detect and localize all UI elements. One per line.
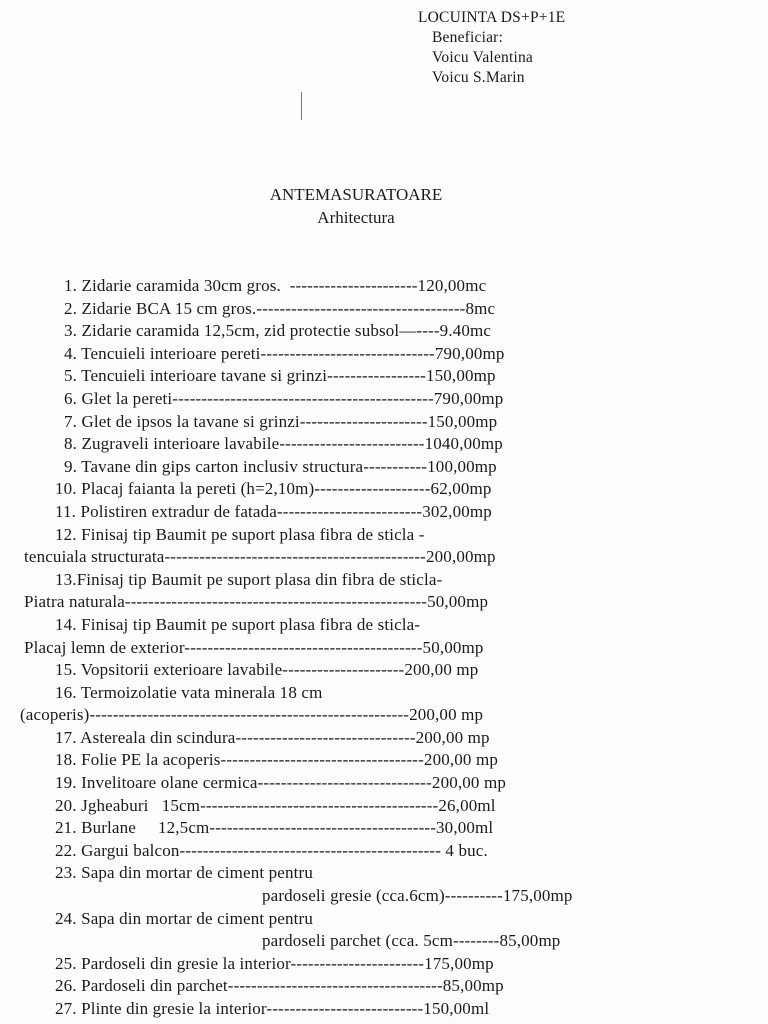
list-item: 23. Sapa din mortar de ciment pentru: [55, 863, 313, 883]
list-item: 1. Zidarie caramida 30cm gros. ----------------------120,00mc: [64, 276, 487, 295]
list-item: 18. Folie PE la acoperis-----------------------------------200,00 mp: [55, 750, 499, 770]
document-subtitle: Arhitectura: [317, 208, 395, 227]
beneficiar-name-2: Voicu S.Marin: [432, 69, 525, 86]
list-item: 11. Polistiren extradur de fatada-------------------------302,00mp: [55, 501, 492, 521]
list-item: Piatra naturala----------------------------------------------------50,00mp: [24, 592, 489, 612]
list-item: 21. Burlane 12,5cm---------------------------------------30,00ml: [55, 818, 494, 838]
list-item: pardoseli gresie (cca.6cm)----------175,00mp: [262, 886, 573, 906]
list-item: 25. Pardoseli din gresie la interior-----------------------175,00mp: [55, 953, 494, 973]
list-item: 10. Placaj faianta la pereti (h=2,10m)--------------------62,00mp: [55, 479, 492, 499]
measurement-list: [0, 275, 768, 1021]
list-item: 9. Tavane din gips carton inclusiv structura-----------100,00mp: [64, 456, 497, 476]
list-item: 8. Zugraveli interioare lavabile-------------------------1040,00mp: [64, 434, 503, 454]
beneficiar-label: Beneficiar:: [432, 29, 504, 46]
document-header: [418, 8, 565, 88]
list-item: 12. Finisaj tip Baumit pe suport plasa fibra de sticla -: [55, 524, 425, 544]
list-item: 24. Sapa din mortar de ciment pentru: [55, 908, 313, 928]
scan-mark-line: [301, 92, 302, 120]
list-item: 14. Finisaj tip Baumit pe suport plasa fibra de sticla-: [55, 614, 421, 634]
list-item: Placaj lemn de exterior-----------------------------------------50,00mp: [24, 637, 484, 657]
list-item: 7. Glet de ipsos la tavane si grinzi----------------------150,00mp: [64, 411, 498, 431]
list-item: 2. Zidarie BCA 15 cm gros.------------------------------------8mc: [64, 298, 496, 318]
list-item: 4. Tencuieli interioare pereti------------------------------790,00mp: [64, 343, 505, 363]
list-item: (acoperis)-------------------------------------------------------200,00 mp: [20, 705, 484, 725]
list-item: 27. Plinte din gresie la interior---------------------------150,00ml: [55, 999, 490, 1018]
list-item: tencuiala structurata---------------------------------------------200,00mp: [24, 547, 496, 567]
list-item: pardoseli parchet (cca. 5cm--------85,00mp: [262, 931, 561, 951]
list-item: 13.Finisaj tip Baumit pe suport plasa din fibra de sticla-: [55, 569, 443, 589]
list-item: 17. Astereala din scindura-------------------------------200,00 mp: [55, 727, 490, 747]
list-item: 16. Termoizolatie vata minerala 18 cm: [55, 682, 323, 702]
list-item: 22. Gargui balcon--------------------------------------------- 4 buc.: [55, 840, 488, 860]
project-title: LOCUINTA DS+P+1E: [418, 9, 566, 26]
list-item: 3. Zidarie caramida 12,5cm, zid protectie subsol—----9.40mc: [64, 321, 492, 341]
document-title: ANTEMASURATOARE: [269, 185, 443, 204]
list-item: 26. Pardoseli din parchet-------------------------------------85,00mp: [55, 976, 504, 996]
beneficiar-name-1: Voicu Valentina: [432, 49, 534, 66]
list-item: 6. Glet la pereti---------------------------------------------790,00mp: [64, 388, 504, 408]
list-item: 15. Vopsitorii exterioare lavabile---------------------200,00 mp: [55, 660, 479, 680]
list-item: 20. Jgheaburi 15cm-----------------------------------------26,00ml: [55, 795, 496, 815]
list-item: 19. Invelitoare olane cermica------------------------------200,00 mp: [55, 773, 506, 793]
list-item: 5. Tencuieli interioare tavane si grinzi-----------------150,00mp: [64, 366, 496, 386]
